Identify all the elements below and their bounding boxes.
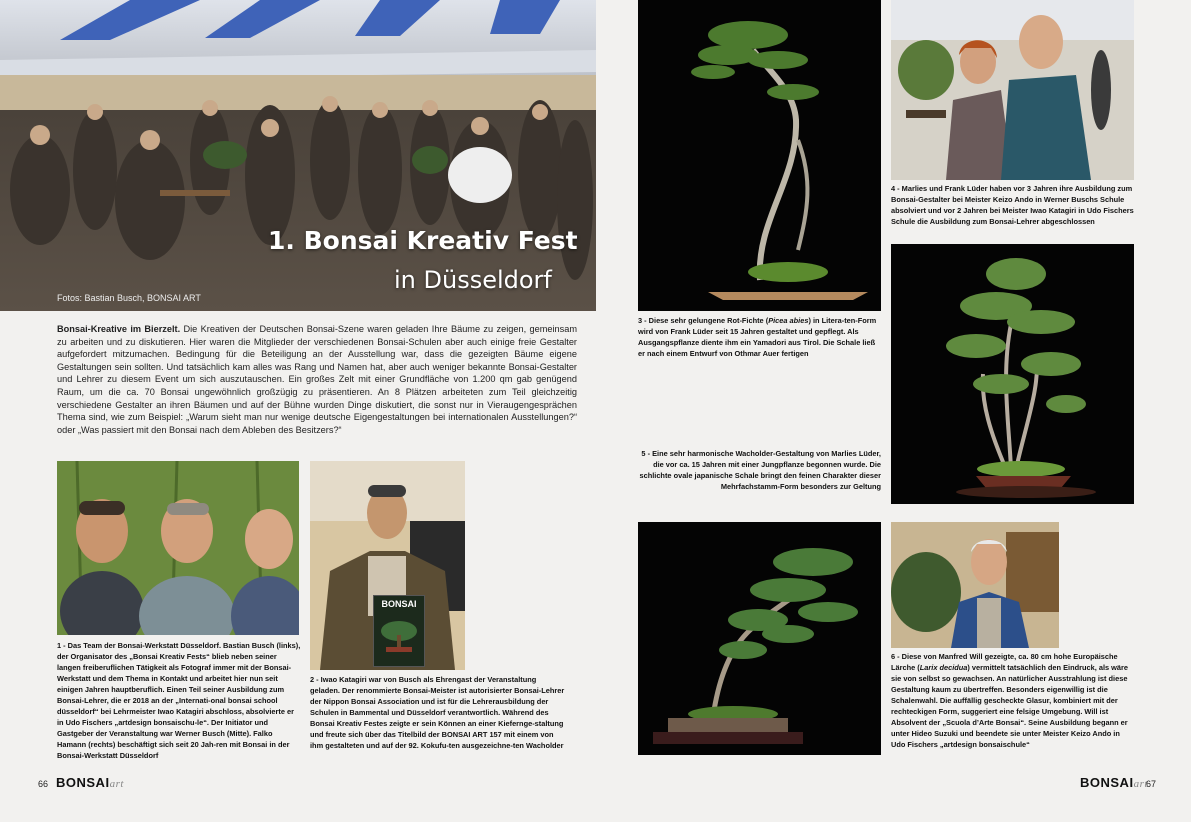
juniper-bonsai-image bbox=[891, 244, 1134, 504]
magazine-cover-title: BONSAI bbox=[381, 599, 417, 609]
caption-3-post: ) in Litera-ten-Form wird von Frank Lüder seit 15 Jahren gestaltet und gepflegt. Als Ausgangspflanze diente ihm ein Yamadori aus Tirol. Die Schale ließ er nach einem Entwurf von Othmar Auer fertigen bbox=[638, 316, 877, 358]
caption-6 bbox=[891, 651, 1134, 750]
footer-logo-right bbox=[1080, 775, 1148, 790]
footer-logo-main-right: BONSAI bbox=[1080, 775, 1134, 790]
photo-6-larch bbox=[638, 522, 881, 755]
caption-6-post: ) vermittelt tatsächlich den Eindruck, als wäre sie von selbst so gewachsen. An natürlicher Ausstrahlung ist diese Gestaltung kaum zu übertreffen. Besonders eigenwillig ist die Schalenwahl. Die auffällig gescheckte Glasur, kombiniert mit der rechteckigen Form, suggeriert eine felsige Umgebung. Will ist Absolvent der „Scuola d’Arte Bonsai“. Seine Ausbildung begann er unter Hideo Suzuki und beendete sie unter Meister Keizo Ando in Udo Fischers „artdesign bonsaischule“ bbox=[891, 663, 1129, 749]
photo-1-team bbox=[57, 461, 299, 635]
caption-5: 5 - Eine sehr harmonische Wacholder-Gestaltung von Marlies Lüder, die vor ca. 15 Jahren mit einer Jungpflanze begonnen wurde. Die schlichte ovale japanische Schale bringt den feinen Charakter dieser Mehrfachstamm-Form besonders zur Geltung bbox=[639, 449, 881, 491]
caption-1: 1 - Das Team der Bonsai-Werkstatt Düsseldorf. Bastian Busch (links), der Organisator des „Bonsai Kreativ Fests“ blieb neben seiner langen freiberuflichen Tätigkeit als Fotograf immer mit der Bonsai-Werkstatt und dem Thema in Kontakt und arbeitet hier nun seit einigen Jahren hauptberuflich. Einen Teil seiner Ausbildung zum Bonsai-Lehrer, die er 2018 an der „Internati-onal bonsai school düsseldorf“ bei Lehrmeister Iwao Katagiri abschloss, absolvierte er in Udo Fischers „artdesign bonsaischu-le“. Der Initiator und Gastgeber der Veranstaltung war Werner Busch (Mitte). Falko Hamann (rechts) beschäftigt sich seit 20 Jah-ren mit Bonsai in der Bonsai-Werkstatt Düsseldorf bbox=[57, 641, 301, 760]
intro-paragraph bbox=[57, 323, 577, 436]
caption-3 bbox=[638, 315, 881, 359]
page-number-right: 67 bbox=[1146, 779, 1157, 789]
hero-photo bbox=[0, 0, 596, 311]
photo-6-manfred-will bbox=[891, 522, 1059, 648]
tent-scene-image bbox=[0, 0, 596, 311]
caption-3-latin: Picea abies bbox=[768, 316, 809, 325]
photo-4-lueder-couple bbox=[891, 0, 1134, 180]
article-subtitle: in Düsseldorf bbox=[394, 266, 552, 294]
spruce-bonsai-image bbox=[638, 0, 881, 311]
will-photo-image bbox=[891, 522, 1059, 648]
caption-3-pre: 3 - Diese sehr gelungene Rot-Fichte ( bbox=[638, 316, 769, 325]
intro-text: Die Kreativen der Deutschen Bonsai-Szene waren geladen Ihre Bäume zu zeigen, gemeinsam zu arbeiten und zu diskutieren. Hier waren die Mitglieder der verschiedenen Bonsai-Schulen aber auch einige freie Gestalter aufgefordert mitzumachen. Bedingung für die Beteiligung an der Ausstellung war, dass die gezeigten Bäume eigene Gestaltungen sein sollten. Und tatsächlich kam alles was Rang und Namen hat, aber auch weniger bekannte Bonsai-Gestalter und Lehrer zu diesem Event um sich auszutauschen. Ein großes Zelt mit einer Grundfläche von 1.200 qm gab genügend Raum, um die ca. 70 Bonsai ungewöhnlich großzügig zu präsentieren. An 8 Plätzen arbeiteten zum Teil gleichzeitig verschiedene Gestalter an ihren Bäumen und auf der Bühne wurden Dinge diskutiert, die sonst nur in Vieraugengesprächen Thema sind, wie zum Beispiel: „Warum sieht man nur wenige deutsche Eigengestaltungen bei internationalen Ausstellungen?“ oder „Was passiert mit den Bonsai nach dem Ableben des Besitzers?“ bbox=[57, 324, 577, 435]
photo-credit: Fotos: Bastian Busch, BONSAI ART bbox=[57, 293, 201, 303]
caption-2: 2 - Iwao Katagiri war von Busch als Ehrengast der Veranstaltung geladen. Der renommierte Bonsai-Meister ist autorisierter Bonsai-Lehrer der Nippon Bonsai Association und ist für die Lehrerausbildung der Schulen in Bammental und Düsseldorf verantwortlich. Während des Bonsai Kreativ Festes zeigte er sein Können an einer Kiefernge-staltung und freute sich über das Titelbild der BONSAI ART 157 mit einem von ihm gestalteten und auf der 92. Kokufu-ten ausgezeichne-ten Wacholder bbox=[310, 675, 565, 750]
footer-logo-sub: art bbox=[109, 778, 124, 790]
caption-4: 4 - Marlies und Frank Lüder haben vor 3 Jahren ihre Ausbildung zum Bonsai-Gestalter bei Meister Keizo Ando in Werner Buschs Schule absolviert und vor 2 Jahren bei Meister Iwao Katagiri in Udo Fischers Schule die Ausbildung zum Bonsai-Lehrer abgeschlossen bbox=[891, 184, 1134, 226]
caption-6-latin: Larix decidua bbox=[919, 663, 968, 672]
footer-logo-left bbox=[56, 775, 124, 790]
larch-bonsai-image bbox=[638, 522, 881, 755]
team-photo-image bbox=[57, 461, 299, 635]
footer-logo-sub-right: art bbox=[1133, 778, 1148, 790]
page-number-left: 66 bbox=[38, 779, 49, 789]
magazine-cover bbox=[373, 595, 425, 667]
photo-5-juniper bbox=[891, 244, 1134, 504]
article-title: 1. Bonsai Kreativ Fest bbox=[268, 226, 578, 255]
photo-3-spruce bbox=[638, 0, 881, 311]
magazine-bonsai-image bbox=[374, 609, 424, 659]
footer-logo-main: BONSAI bbox=[56, 775, 110, 790]
intro-lead: Bonsai-Kreative im Bierzelt. bbox=[57, 324, 181, 334]
caption-6-pre: 6 - Diese von Manfred Will gezeigte, ca. 80 cm hohe Europäische Lärche ( bbox=[891, 652, 1118, 672]
couple-photo-image bbox=[891, 0, 1134, 180]
photo-2-katagiri bbox=[310, 461, 465, 670]
